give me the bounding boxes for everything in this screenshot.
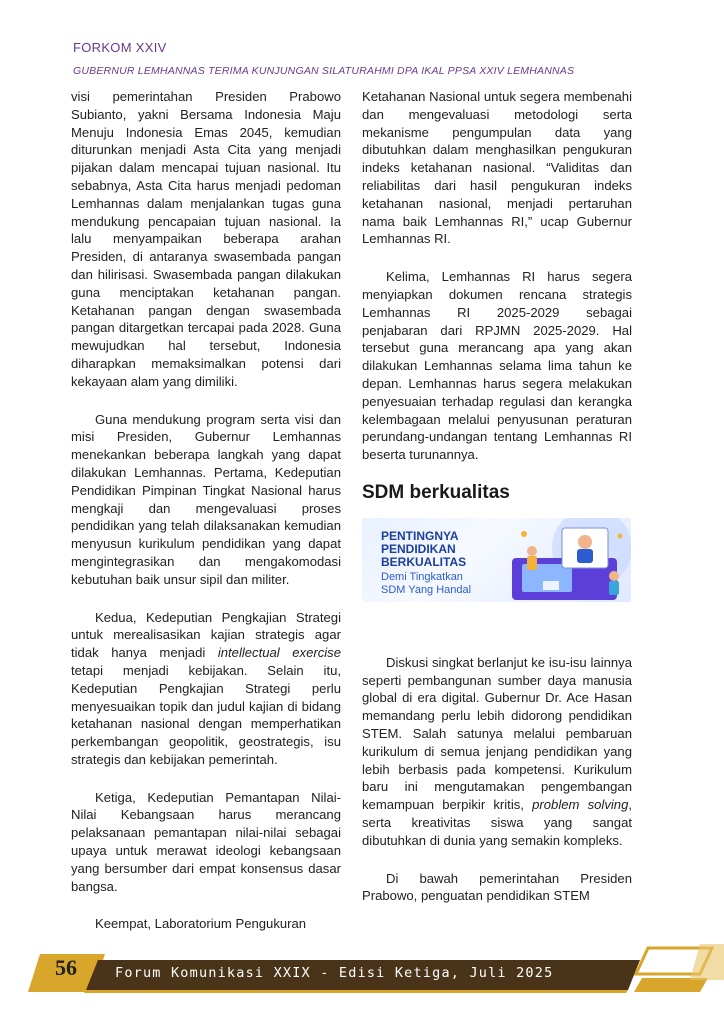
paragraph: visi pemerintahan Presiden Prabowo Subianto, yakni Bersama Indonesia Maju Menuju Indonesia Emas 2045, kemudian diturunkan menjadi Asta Cita yang menjadi pijakan dalam mencapai tujuan nasional. Itu sebabnya, Asta Cita harus menjadi pedoman Lemhannas dalam menjalankan tugas guna mendukung pencapaian tujuan nasional. Ia lalu menyampaikan beberapa arahan Presiden, di antaranya swasembada pangan dan hilirisasi. Swasembada pangan dilakukan guna menciptakan ketahanan pangan. Ketahanan pangan dengan swasembada pangan ditargetkan tercapai pada 2028. Guna mewujudkan hal tersebut, Indonesia diharapkan memaksimalkan potensi dari kekayaan alam yang dimiliki. (71, 89, 341, 389)
italic-term: intellectual exercise (217, 645, 341, 661)
paragraph: Di bawah pemerintahan Presiden Prabowo, penguatan pendidikan STEM (362, 870, 632, 904)
paragraph: Kedua, Kedeputian Pengkajian Strategi untuk merealisasikan kajian strategis agar tidak hanya menjadi intellectual exercise tetapi menjadi kebijakan. Selain itu, Kedeputian Pengkajian Strategi perlu menyesuaikan topik dan judul kajian di bidang ketahanan nasional dengan memperhatikan perkembangan geopolitik, geostrategis, isu strategis dan kebijakan pemerintah. (71, 609, 341, 767)
paragraph: Ketiga, Kedeputian Pemantapan Nilai-Nilai Kebangsaan harus merancang pelaksanaan pemantapan nilai-nilai sebagai upaya untuk merawat ideologi kebangsaan yang bersumber dari empat konsensus dasar bangsa. (71, 789, 341, 894)
article-headline: GUBERNUR LEMHANNAS TERIMA KUNJUNGAN SILATURAHMI DPA IKAL PPSA XXIV LEMHANNAS (73, 65, 575, 77)
italic-term: problem solving (532, 797, 629, 813)
paragraph: Ketahanan Nasional untuk segera membenahi dan mengevaluasi metodologi serta mekanisme pengumpulan data yang dibutuhkan dalam menghasilkan pengukuran indeks ketahanan nasional. “Validitas dan reliabilitas dari hasil pengukuran indeks ketahanan nasional, menjadi pertaruhan nama baik Lemhannas RI,” ucap Gubernur Lemhannas RI. (362, 89, 632, 247)
paragraph: Keempat, Laboratorium Pengukuran (95, 916, 307, 932)
paragraph: Guna mendukung program serta visi dan misi Presiden, Gubernur Lemhannas menekankan beberapa langkah yang dapat dilakukan Lemhannas. Pertama, Kedeputian Pendidikan Pimpinan Tingkat Nasional harus mengkaji dan mengevaluasi proses pendidikan yang telah dilaksanakan kemudian menyusun kurikulum pendidikan yang dapat mengintegrasikan dan mengakomodasi kebutuhan baik unsur sipil dan militer. (71, 411, 341, 587)
banner-subtitle-line: SDM Yang Handal (381, 583, 472, 596)
banner-subtitle-line: Demi Tingkatkan (381, 570, 463, 583)
left-column (71, 88, 341, 933)
banner-title-line: PENDIDIKAN (381, 541, 456, 556)
banner-title-line: BERKUALITAS (381, 554, 467, 569)
paragraph: Diskusi singkat berlanjut ke isu-isu lainnya seperti pembangunan sumber daya manusia global di era digital. Gubernur Dr. Ace Hasan memandang perlu lebih didorong pendidikan STEM. Salah satunya melalui pembaruan kurikulum di semua jenjang pendidikan yang lebih berbasis pada kompetensi. Kurikulum baru ini mengutamakan pengembangan kemampuan berpikir kritis, problem solving, serta kreativitas siswa yang sangat dibutuhkan di dunia yang semakin kompleks. (362, 654, 633, 848)
section-heading: SDM berkualitas (362, 481, 510, 503)
education-banner-image (362, 518, 631, 602)
right-column (362, 88, 632, 905)
paragraph: Kelima, Lemhannas RI harus segera menyiapkan dokumen rencana strategis Lemhannas RI 2025-2029 sebagai penjabaran dari RPJMN 2025-2029. Hal tersebut guna merancang apa yang akan dilakukan Lemhannas selama lima tahun ke depan. Lemhannas harus segera melakukan penyesuaian terhadap regulasi dan kerangka kelembagaan melalui penyusunan peraturan perundang-undangan tentang Lemhannas RI beserta turunannya. (362, 269, 632, 463)
magazine-section-title: FORKOM XXIV (73, 40, 167, 55)
page-number: 56 (55, 955, 77, 980)
banner-title-line: PENTINGNYA (381, 528, 459, 543)
footer-publication-text: Forum Komunikasi XXIX - Edisi Ketiga, Juli 2025 (115, 965, 554, 981)
